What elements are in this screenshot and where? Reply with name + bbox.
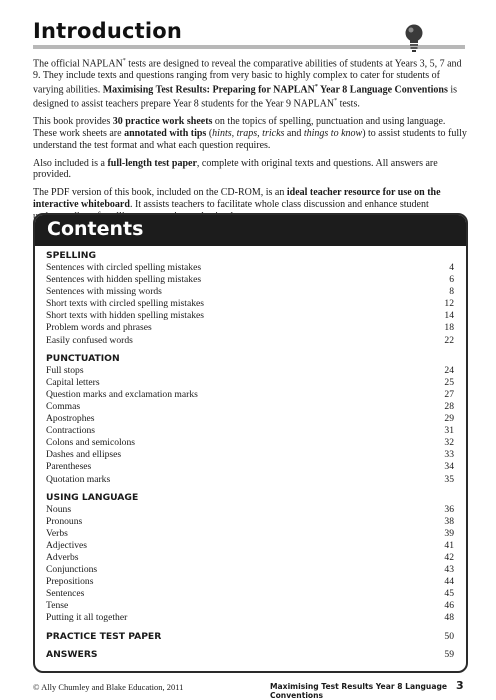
toc-entry-page: 34 [444, 461, 454, 473]
section-spelling: SPELLING [46, 250, 96, 261]
intro-paragraph-3: Also included is a full-length test paper, complete with original texts and questions. All answers are provided. [33, 157, 438, 181]
toc-entry-label: Sentences [46, 588, 85, 600]
toc-entry-label: Full stops [46, 364, 84, 376]
toc-entry[interactable] [46, 365, 454, 377]
toc-entry-label: Sentences with hidden spelling mistakes [46, 274, 202, 286]
toc-entry-label: Problem words and phrases [46, 322, 152, 334]
toc-entry-label: Prepositions [46, 576, 94, 588]
toc-entry-label: Contractions [46, 425, 96, 437]
spelling-list [46, 262, 454, 347]
section-practice-test[interactable] [46, 631, 454, 643]
toc-entry-page: 32 [444, 437, 454, 449]
toc-entry-page: 46 [444, 600, 454, 612]
using-language-list [46, 504, 454, 625]
toc-entry[interactable] [46, 600, 454, 612]
page-number: 3 [456, 679, 464, 692]
toc-entry[interactable] [46, 437, 454, 449]
toc-entry[interactable] [46, 274, 454, 286]
section-answers[interactable] [46, 649, 454, 661]
toc-entry-label: Pronouns [46, 515, 83, 527]
toc-entry[interactable] [46, 377, 454, 389]
toc-entry-page: 28 [444, 400, 454, 412]
toc-entry[interactable] [46, 504, 454, 516]
toc-entry-page: 44 [444, 576, 454, 588]
footer-book-title: Maximising Test Results Year 8 Language Conventions [270, 682, 448, 700]
toc-entry[interactable] [46, 310, 454, 322]
toc-entry[interactable] [46, 576, 454, 588]
toc-entry-page: 45 [444, 588, 454, 600]
toc-entry-page: 27 [444, 388, 454, 400]
toc-entry-page: 22 [444, 334, 454, 346]
toc-entry[interactable] [46, 413, 454, 425]
toc-entry-label: Colons and semicolons [46, 437, 136, 449]
toc-entry-label: Conjunctions [46, 564, 98, 576]
toc-entry-page: 24 [444, 364, 454, 376]
practice-test-page: 50 [444, 630, 454, 642]
punctuation-list [46, 365, 454, 486]
copyright-notice: © Ally Chumley and Blake Education, 2011 [33, 682, 184, 692]
toc-entry-label: Dashes and ellipses [46, 449, 122, 461]
toc-entry-label: Short texts with hidden spelling mistakes [46, 310, 205, 322]
toc-entry[interactable] [46, 322, 454, 334]
toc-entry-page: 12 [444, 298, 454, 310]
toc-entry[interactable] [46, 335, 454, 347]
toc-entry-page: 18 [444, 322, 454, 334]
toc-entry[interactable] [46, 612, 454, 624]
toc-entry-label: Short texts with circled spelling mistakes [46, 298, 205, 310]
toc-entry[interactable] [46, 564, 454, 576]
lightbulb-icon [400, 22, 428, 54]
toc-entry-label: Easily confused words [46, 334, 133, 346]
intro-paragraph-4: The PDF version of this book, included on the CD-ROM, is an ideal teacher resource for use on the interactive whiteboard. It assists teachers to facilitate whole class discussion and enhance student [33, 187, 441, 210]
toc-entry-page: 39 [444, 527, 454, 539]
toc-entry-page: 38 [444, 515, 454, 527]
toc-entry[interactable] [46, 286, 454, 298]
toc-entry[interactable] [46, 401, 454, 413]
toc-entry-page: 25 [444, 376, 454, 388]
toc-entry[interactable] [46, 461, 454, 473]
contents-heading: Contents [47, 218, 144, 240]
table-of-contents [46, 249, 454, 661]
toc-entry-page: 36 [444, 503, 454, 515]
toc-entry-label: Commas [46, 400, 81, 412]
toc-entry[interactable] [46, 262, 454, 274]
toc-entry-label: Adjectives [46, 539, 88, 551]
title-underline [33, 45, 435, 49]
toc-entry-label: Verbs [46, 527, 68, 539]
intro-paragraph-2: This book provides 30 practice work sheets on the topics of spelling, punctuation and using language. These work sheets are annotated with tips (hints, traps, tricks and things to know) to assist students to fully understand the test format and what each question requires. [33, 116, 467, 151]
toc-entry-page: 43 [444, 564, 454, 576]
toc-entry[interactable] [46, 449, 454, 461]
toc-entry[interactable] [46, 516, 454, 528]
toc-entry-label: Capital letters [46, 376, 100, 388]
toc-entry-page: 48 [444, 612, 454, 624]
page-title: Introduction [33, 19, 183, 43]
toc-entry-label: Adverbs [46, 551, 79, 563]
toc-entry[interactable] [46, 540, 454, 552]
intro-text [33, 56, 467, 229]
toc-entry[interactable] [46, 588, 454, 600]
toc-entry-label: Sentences with missing words [46, 286, 162, 298]
section-punctuation: PUNCTUATION [46, 352, 120, 364]
toc-entry-page: 8 [449, 286, 454, 298]
section-using-language: USING LANGUAGE [46, 491, 139, 503]
toc-entry-label: Putting it all together [46, 612, 128, 624]
toc-entry[interactable] [46, 552, 454, 564]
toc-entry-page: 42 [444, 551, 454, 563]
answers-page: 59 [444, 648, 454, 660]
toc-entry-page: 4 [449, 262, 454, 273]
toc-entry-label: Apostrophes [46, 413, 95, 425]
toc-entry-label: Question marks and exclamation marks [46, 388, 198, 400]
toc-entry-page: 41 [444, 539, 454, 551]
title-underline-end [435, 45, 465, 49]
practice-test-label: PRACTICE TEST PAPER [46, 630, 162, 642]
answers-label: ANSWERS [46, 648, 98, 660]
toc-entry-label: Quotation marks [46, 473, 111, 485]
toc-entry-page: 14 [444, 310, 454, 322]
toc-entry[interactable] [46, 528, 454, 540]
contents-box [33, 213, 468, 673]
contents-header [35, 215, 466, 246]
toc-entry-label: Parentheses [46, 461, 92, 473]
toc-entry[interactable] [46, 389, 454, 401]
toc-entry-page: 31 [444, 425, 454, 437]
toc-entry-page: 29 [444, 413, 454, 425]
toc-entry-page: 35 [444, 473, 454, 485]
toc-entry-page: 6 [449, 274, 454, 286]
toc-entry-label: Tense [46, 600, 69, 612]
toc-entry-label: Nouns [46, 503, 72, 515]
toc-entry[interactable] [46, 474, 454, 486]
toc-entry[interactable] [46, 298, 454, 310]
toc-entry[interactable] [46, 425, 454, 437]
intro-paragraph-1: The official NAPLAN* tests are designed to reveal the comparative abilities of students at Years 3, 5, 7 and 9. They include texts and questions ranging from very basic to highly complex to cater for students of varying abilities. Maximising Test Results: Preparing for NAPLAN* Year 8 Language Conventions is designed to assist teachers prepare Year 8 students for the Year 9 NAPLAN* tests. [33, 58, 462, 110]
toc-entry-page: 33 [444, 449, 454, 461]
toc-entry-label: Sentences with circled spelling mistakes [46, 262, 202, 273]
